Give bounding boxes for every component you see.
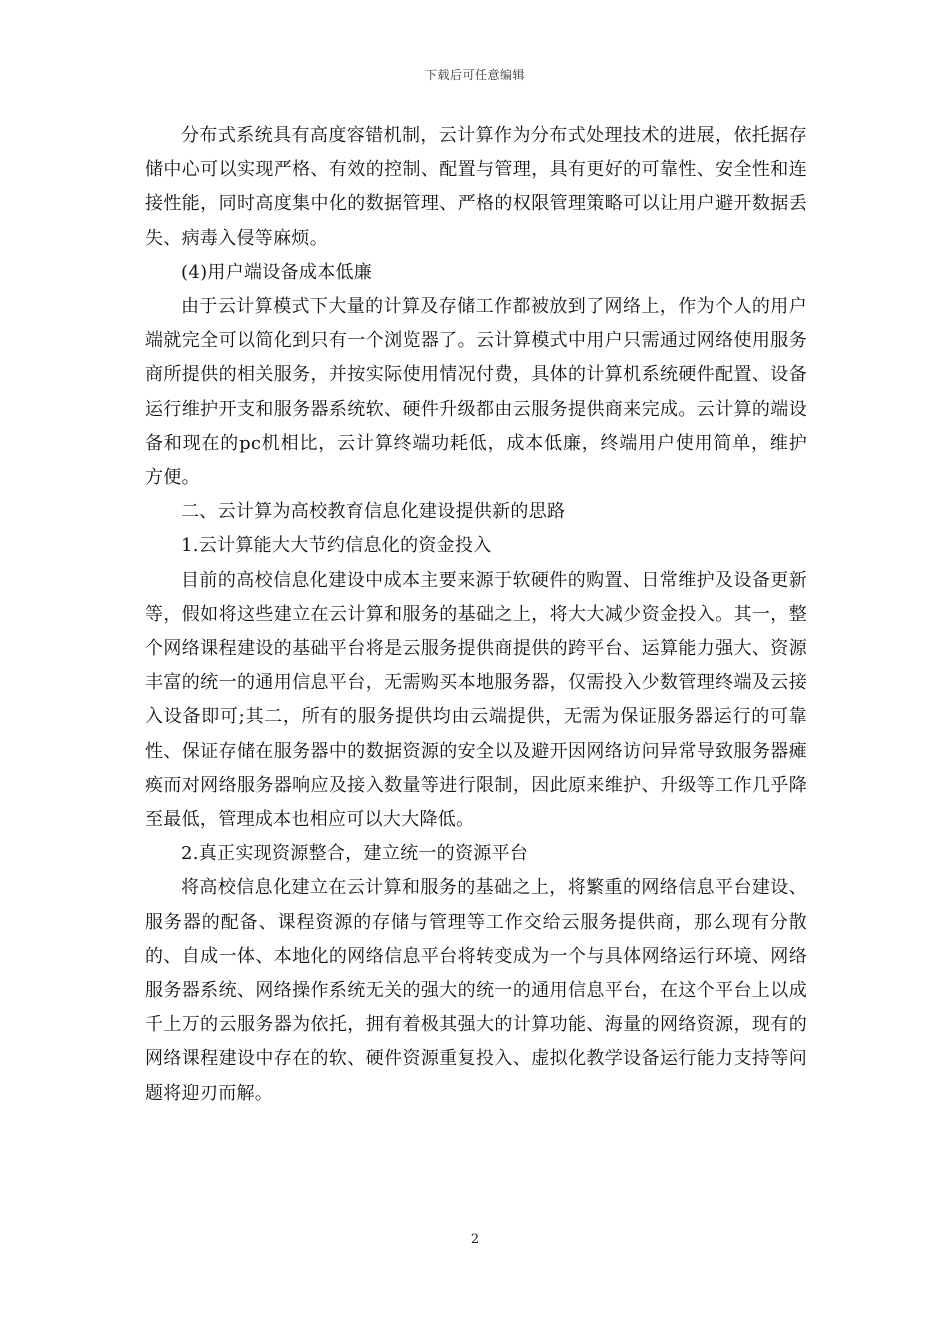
- section-heading-new-ideas: 二、云计算为高校教育信息化建设提供新的思路: [181, 501, 566, 523]
- heading-save-investment: 1.云计算能大大节约信息化的资金投入: [181, 535, 492, 557]
- paragraph-save-investment: 目前的高校信息化建设中成本主要来源于软硬件的购置、日常维护及设备更新等，假如将这些建立在云计算和服务的基础之上，将大大减少资金投入。其一，整个网络课程建设的基础平台将是云服务提供商提供的跨平台、运算能力强大、资源丰富的统一的通用信息平台，无需购买本地服务器，仅需投入少数管理终端及云接入设备即可;其二，所有的服务提供均由云端提供，无需为保证服务器运行的可靠性、保证存储在服务器中的数据资源的安全以及避开因网络访问异常导致服务器瘫痪而对网络服务器响应及接入数量等进行限制，因此原来维护、升级等工作几乎降至最低，管理成本也相应可以大大降低。: [145, 569, 807, 831]
- paragraph-fault-tolerance: 分布式系统具有高度容错机制，云计算作为分布式处理技术的进展，依托据存储中心可以实现严格、有效的控制、配置与管理，具有更好的可靠性、安全性和连接性能，同时高度集中化的数据管理、严格的权限管理策略可以让用户避开数据丢失、病毒入侵等麻烦。: [145, 125, 807, 249]
- paragraph-low-cost-terminal: 由于云计算模式下大量的计算及存储工作都被放到了网络上，作为个人的用户端就完全可以简化到只有一个浏览器了。云计算模式中用户只需通过网络使用服务商所提供的相关服务，并按实际使用情况付费，具体的计算机系统硬件配置、设备运行维护开支和服务器系统软、硬件升级都由云服务提供商来完成。云计算的端设备和现在的pc机相比，云计算终端功耗低，成本低廉，终端用户使用简单，维护方便。: [145, 296, 807, 489]
- page-header: 下载后可任意编辑: [424, 68, 525, 82]
- heading-resource-integration: 2.真正实现资源整合，建立统一的资源平台: [181, 843, 529, 865]
- document-body: [145, 119, 807, 1111]
- heading-low-cost-terminal: (4)用户端设备成本低廉: [181, 261, 373, 283]
- page-number: 2: [470, 1232, 480, 1247]
- paragraph-resource-integration: 将高校信息化建立在云计算和服务的基础之上，将繁重的网络信息平台建设、服务器的配备、课程资源的存储与管理等工作交给云服务提供商，那么现有分散的、自成一体、本地化的网络信息平台将转变成为一个与具体网络运行环境、网络服务器系统、网络操作系统无关的强大的统一的通用信息平台，在这个平台上以成千上万的云服务器为依托，拥有着极其强大的计算功能、海量的网络资源，现有的网络课程建设中存在的软、硬件资源重复投入、虚拟化教学设备运行能力支持等问题将迎刃而解。: [145, 877, 807, 1104]
